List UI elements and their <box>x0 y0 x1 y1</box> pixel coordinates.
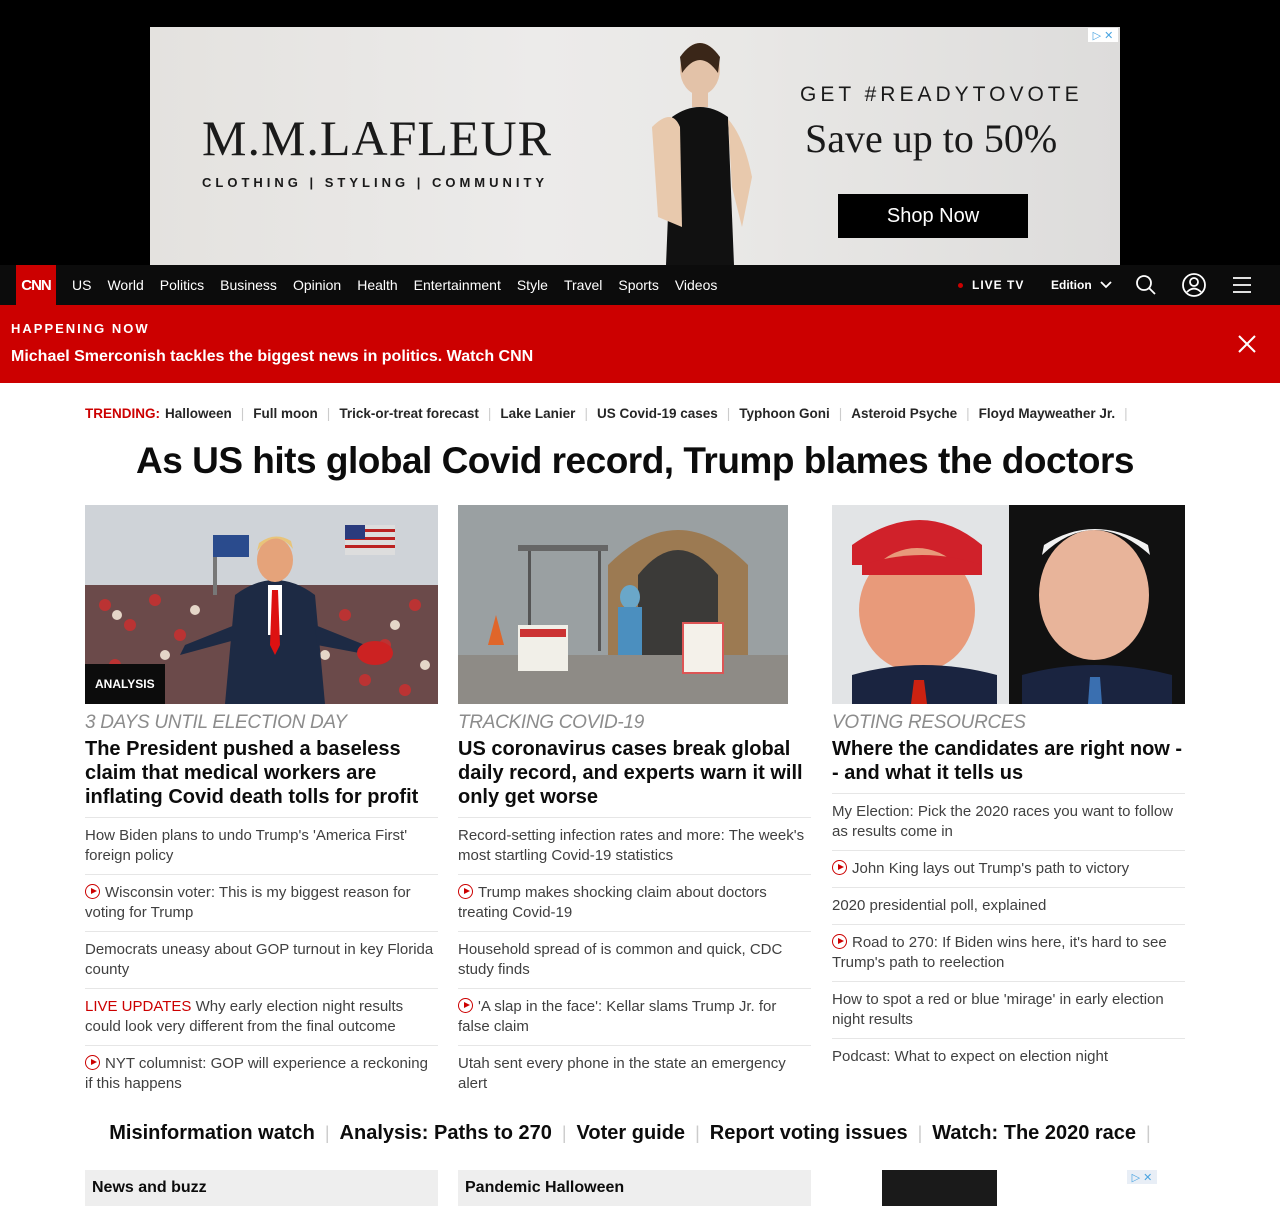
trending-item[interactable]: Lake Lanier <box>500 405 576 421</box>
play-video-icon <box>85 884 100 899</box>
list-item-text: Household spread of is common and quick, CDC study finds <box>458 941 783 978</box>
side-ad[interactable] <box>882 1170 997 1206</box>
election-links-bar: Misinformation watch | Analysis: Paths to 270 | Voter guide | Report voting issues | Watch: The 2020 race | <box>109 1122 1151 1144</box>
list-item[interactable] <box>832 887 1185 924</box>
account-icon[interactable] <box>1182 273 1206 297</box>
trending-label: TRENDING: <box>85 405 160 421</box>
ad-tagline: CLOTHING | STYLING | COMMUNITY <box>202 175 549 190</box>
election-link[interactable]: Watch: The 2020 race <box>932 1122 1137 1144</box>
section-header-news-and-buzz[interactable]: News and buzz <box>85 1170 438 1206</box>
story-kicker[interactable]: TRACKING COVID-19 <box>458 712 644 733</box>
list-item[interactable] <box>458 817 811 874</box>
story-title[interactable]: US coronavirus cases break global daily record, and experts warn it will only get worse <box>458 738 803 808</box>
live-tv-link[interactable] <box>958 265 1024 305</box>
trending-item[interactable]: US Covid-19 cases <box>596 405 718 421</box>
list-item[interactable] <box>458 874 811 931</box>
list-item-text: John King lays out Trump's path to victory <box>852 860 1130 877</box>
ad-brand: M.M.LAFLEUR <box>202 110 552 166</box>
story-column-2 <box>458 505 811 1102</box>
list-item-text: 2020 presidential poll, explained <box>832 897 1047 914</box>
story-column-3 <box>832 505 1185 1075</box>
ad-headline: GET #READYTOVOTE <box>800 83 1083 106</box>
list-item[interactable] <box>832 981 1185 1038</box>
list-item[interactable] <box>85 874 438 931</box>
play-video-icon <box>458 998 473 1013</box>
main-headline[interactable]: As US hits global Covid record, Trump blames the doctors <box>136 440 1134 481</box>
list-item[interactable] <box>832 924 1185 981</box>
trending-item[interactable]: Floyd Mayweather Jr. <box>978 405 1116 421</box>
list-item[interactable] <box>85 931 438 988</box>
cnn-logo[interactable]: CNN <box>16 265 56 305</box>
play-video-icon <box>832 860 847 875</box>
story-kicker[interactable]: 3 DAYS UNTIL ELECTION DAY <box>85 712 347 733</box>
happening-now-banner[interactable] <box>0 305 1280 383</box>
play-video-icon <box>832 934 847 949</box>
search-icon[interactable] <box>1134 273 1158 297</box>
ad-creative[interactable] <box>150 27 1120 265</box>
story-kicker[interactable]: VOTING RESOURCES <box>832 712 1026 733</box>
nav-link-entertainment[interactable]: Entertainment <box>413 277 501 293</box>
list-item-text: How Biden plans to undo Trump's 'America First' foreign policy <box>85 827 408 864</box>
adchoices-icon[interactable]: ▷ ✕ <box>1088 28 1118 42</box>
live-updates-label: LIVE UPDATES <box>85 998 192 1015</box>
nav-links <box>72 265 717 305</box>
nav-link-style[interactable]: Style <box>516 277 548 293</box>
story-title[interactable]: The President pushed a baseless claim that medical workers are inflating Covid death tolls for profit <box>85 738 419 808</box>
analysis-badge: ANALYSIS <box>85 664 165 704</box>
trending-item[interactable]: Full moon <box>253 405 318 421</box>
list-item[interactable] <box>85 1045 438 1102</box>
list-item[interactable] <box>832 850 1185 887</box>
list-item[interactable] <box>458 988 811 1045</box>
story-list <box>458 817 811 1102</box>
nav-link-world[interactable]: World <box>107 277 144 293</box>
story-list <box>832 793 1185 1075</box>
election-link[interactable]: Misinformation watch <box>109 1122 315 1144</box>
list-item-text: Wisconsin voter: This is my biggest reason for voting for Trump <box>85 884 411 921</box>
election-link[interactable]: Voter guide <box>576 1122 686 1144</box>
list-item-text: Record-setting infection rates and more: The week's most startling Covid-19 statistics <box>458 827 805 864</box>
list-item[interactable] <box>832 1038 1185 1075</box>
menu-icon[interactable] <box>1230 273 1254 297</box>
trending-item[interactable]: Asteroid Psyche <box>851 405 958 421</box>
list-item-text: How to spot a red or blue 'mirage' in early election night results <box>832 991 1164 1028</box>
trending-item[interactable]: Typhoon Goni <box>739 405 830 421</box>
live-dot-icon <box>958 283 963 288</box>
edition-label: Edition <box>1051 278 1092 292</box>
list-item-text: NYT columnist: GOP will experience a reckoning if this happens <box>85 1055 428 1092</box>
main-nav <box>0 265 1280 305</box>
list-item[interactable] <box>458 931 811 988</box>
list-item[interactable] <box>458 1045 811 1102</box>
nav-link-health[interactable]: Health <box>357 277 398 293</box>
list-item[interactable] <box>85 988 438 1045</box>
list-item-text: 'A slap in the face': Kellar slams Trump Jr. for false claim <box>458 998 777 1035</box>
story-image-trump-rally[interactable] <box>85 505 438 704</box>
nav-link-sports[interactable]: Sports <box>618 277 659 293</box>
chevron-down-icon <box>1100 281 1112 289</box>
story-image-covid-testing[interactable] <box>458 505 811 704</box>
story-list <box>85 817 438 1102</box>
list-item-text: Why early election night results could look very different from the final outcome <box>85 998 404 1035</box>
shop-now-button[interactable]: Shop Now <box>838 194 1028 238</box>
list-item-text: My Election: Pick the 2020 races you want to follow as results come in <box>832 803 1174 840</box>
nav-link-politics[interactable]: Politics <box>159 277 205 293</box>
list-item-text: Road to 270: If Biden wins here, it's hard to see Trump's path to reelection <box>832 934 1167 971</box>
election-link[interactable]: Report voting issues <box>709 1122 908 1144</box>
edition-dropdown[interactable] <box>1051 265 1112 305</box>
top-ad-banner <box>0 0 1280 265</box>
ad-offer: Save up to 50% <box>805 116 1058 161</box>
nav-link-travel[interactable]: Travel <box>563 277 603 293</box>
close-icon[interactable] <box>1236 333 1258 355</box>
trending-item[interactable]: Halloween <box>165 405 232 421</box>
nav-link-business[interactable]: Business <box>220 277 277 293</box>
nav-link-us[interactable]: US <box>72 277 92 293</box>
list-item[interactable] <box>85 817 438 874</box>
adchoices-icon[interactable]: ▷ ✕ <box>1127 1170 1157 1184</box>
play-video-icon <box>458 884 473 899</box>
happening-now-label: HAPPENING NOW <box>11 321 150 336</box>
nav-link-videos[interactable]: Videos <box>674 277 718 293</box>
list-item-text: Democrats uneasy about GOP turnout in key Florida county <box>85 941 434 978</box>
live-tv-label: LIVE TV <box>972 278 1025 292</box>
story-column-1 <box>85 505 438 1102</box>
list-item-text: Podcast: What to expect on election night <box>832 1048 1108 1065</box>
list-item-text: Trump makes shocking claim about doctors treating Covid-19 <box>458 884 767 921</box>
trending-item[interactable]: Trick-or-treat forecast <box>339 405 479 421</box>
story-title[interactable]: Where the candidates are right now -- and what it tells us <box>832 738 1183 784</box>
ad-model-image <box>612 27 782 265</box>
happening-now-text[interactable]: Michael Smerconish tackles the biggest news in politics. Watch CNN <box>11 348 534 365</box>
nav-link-opinion[interactable]: Opinion <box>292 277 342 293</box>
play-video-icon <box>85 1055 100 1070</box>
list-item[interactable] <box>832 793 1185 850</box>
list-item-text: Utah sent every phone in the state an emergency alert <box>458 1055 786 1092</box>
section-header-pandemic-halloween[interactable]: Pandemic Halloween <box>458 1170 811 1206</box>
trending-bar: TRENDING: Halloween | Full moon | Trick-or-treat forecast | Lake Lanier | US Covid-19 cases | Typhoon Goni | Asteroid Psyche | Floyd Mayweather Jr. | <box>85 405 1128 421</box>
election-link[interactable]: Analysis: Paths to 270 <box>339 1122 552 1144</box>
story-image-candidates[interactable] <box>832 505 1185 704</box>
